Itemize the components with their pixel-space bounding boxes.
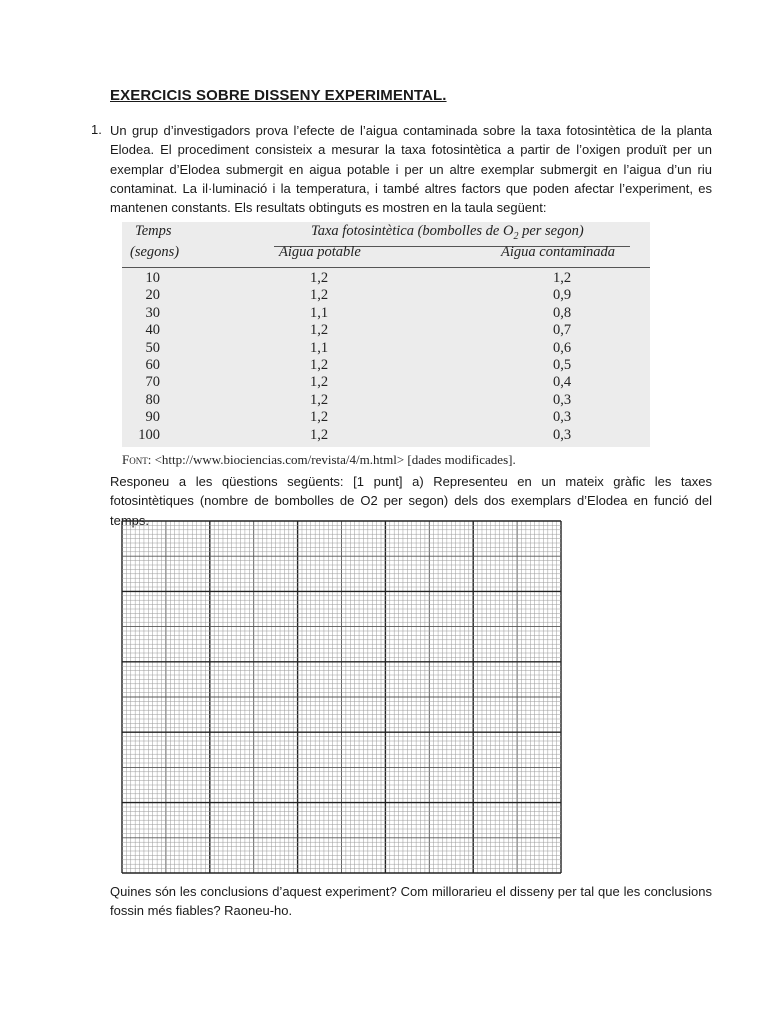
table-cell-potable: 1,2 [310, 409, 329, 426]
table-cell-temps: 90 [145, 409, 160, 426]
table-cell-potable: 1,1 [310, 304, 329, 321]
header-taxa-prefix: Taxa fotosintètica (bombolles de O [311, 223, 514, 239]
table-cell-potable: 1,2 [310, 391, 329, 408]
table-cell-contaminada: 0,7 [553, 322, 572, 339]
header-segons: (segons) [130, 244, 180, 260]
table-cell-contaminada: 0,5 [553, 356, 572, 373]
header-aigua-potable: Aigua potable [279, 244, 361, 260]
table-cell-contaminada: 0,4 [553, 374, 572, 391]
table-cell-contaminada: 0,9 [553, 287, 572, 304]
table-cell-temps: 80 [145, 391, 160, 408]
table-cell-contaminada: 0,3 [553, 409, 572, 426]
table-cell-contaminada: 0,6 [553, 339, 572, 356]
table-cell-potable: 1,2 [310, 270, 329, 286]
table-cell-temps: 30 [145, 304, 160, 321]
table-cell-potable: 1,2 [310, 374, 329, 391]
table-cell-temps: 70 [145, 374, 160, 391]
table-cell-temps: 40 [145, 322, 160, 339]
header-aigua-contaminada: Aigua contaminada [501, 244, 615, 260]
header-taxa [311, 223, 584, 242]
question-text: Un grup d’investigadors prova l’efecte de l’aigua contaminada sobre la taxa fotosintètica de la planta Elodea. El procediment consisteix a mesurar la taxa fotosintètica a partir de l’oxigen produït per un exemplar d’Elodea submergit en aigua potable i per un altre exemplar submergit en l’aigua d’un riu contaminat. La il·luminació i la temperatura, i també altres factors que poden afectar l’experiment, es mantenen constants. Els resultats obtinguts es mostren en la taula següent: [110, 123, 712, 216]
table-cell-temps: 60 [145, 356, 160, 373]
table-cell-contaminada: 0,3 [553, 426, 572, 443]
header-taxa-suffix: per segon) [518, 223, 584, 239]
table-cell-potable: 1,2 [310, 356, 329, 373]
instruction-text: Responeu a les qüestions següents: [1 punt] a) Representeu en un mateix gràfic les taxes fotosintètiques (nombre de bombolles de O2 per segon) dels dos exemplars d’Elodea en funció del temps. [110, 474, 712, 528]
table-cell-temps: 10 [145, 270, 160, 286]
table-cell-potable: 1,2 [310, 287, 329, 304]
table-cell-contaminada: 0,3 [553, 391, 572, 408]
column-temps [132, 270, 160, 444]
table-cell-temps: 100 [138, 426, 160, 443]
conclusion-question: Quines són les conclusions d’aquest experiment? Com millorarieu el disseny per tal que les conclusions fossin més fiables? Raoneu-ho. [110, 884, 712, 919]
table-cell-contaminada: 0,8 [553, 304, 572, 321]
source-text: <http://www.biociencias.com/revista/4/m.html> [dades modificades]. [154, 452, 516, 467]
header-temps: Temps [135, 223, 172, 239]
table-cell-potable: 1,2 [310, 426, 329, 443]
header-taxa-subscript: 2 [513, 230, 519, 242]
page-title: EXERCICIS SOBRE DISSENY EXPERIMENTAL. [110, 87, 447, 104]
source-label: Font: [122, 452, 152, 467]
column-potable [310, 270, 370, 444]
table-cell-temps: 20 [145, 287, 160, 304]
table-cell-contaminada: 1,2 [553, 270, 572, 286]
source-line [122, 452, 516, 468]
header-bottom-rule [122, 267, 650, 268]
question-number: 1. [91, 122, 102, 137]
table-cell-potable: 1,1 [310, 339, 329, 356]
table-cell-potable: 1,2 [310, 322, 329, 339]
table-cell-temps: 50 [145, 339, 160, 356]
column-contaminada [553, 270, 613, 444]
graph-paper[interactable] [121, 520, 562, 874]
